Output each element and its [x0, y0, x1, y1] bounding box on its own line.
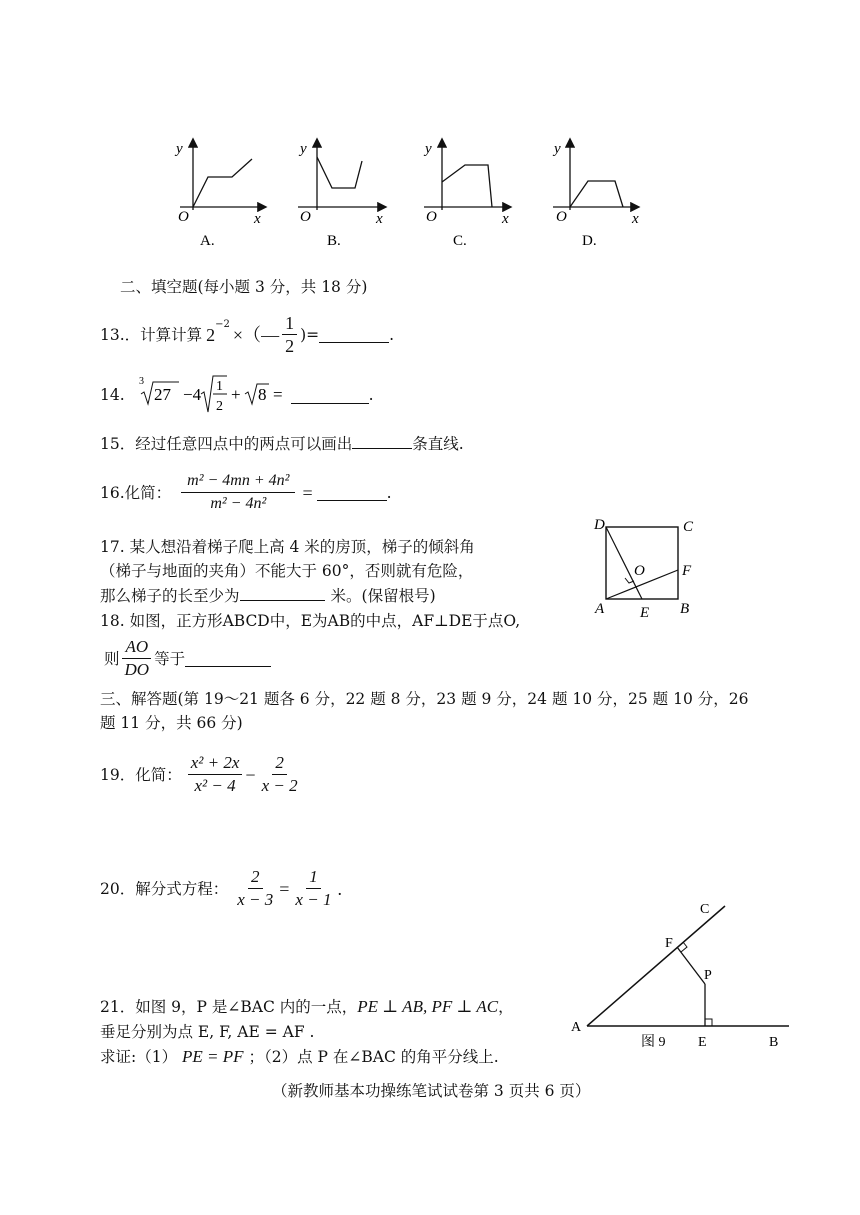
graph-c-x: x [502, 211, 509, 227]
q14-prefix: 14. [100, 386, 125, 404]
q19-fraction1 [188, 752, 243, 797]
q21-line1-math: PE ⊥ AB, PF ⊥ AC [357, 997, 499, 1016]
figure-9 [565, 895, 795, 1055]
q17-line3 [100, 584, 436, 607]
q13-end: . [389, 325, 395, 344]
q20-num1: 2 [248, 866, 263, 889]
q20-den1: x − 3 [237, 890, 274, 909]
q20-fraction1 [234, 866, 276, 911]
square-label-b: B [680, 601, 690, 617]
graph-b-y: y [300, 141, 307, 157]
graph-d-label: D. [582, 233, 597, 249]
q17-line1: 17. 某人想沿着梯子爬上高 4 米的房顶，梯子的倾斜角 [100, 538, 475, 556]
q18-den: DO [124, 660, 150, 679]
q13-base: 2 [206, 324, 216, 345]
q20-fraction2 [292, 866, 334, 911]
section2-heading: 二、填空题(每小题 3 分，共 18 分) [120, 278, 368, 296]
svg-text:1: 1 [215, 379, 223, 394]
q15-text: 15．经过任意四点中的两点可以画出 [100, 435, 353, 453]
square-label-a: A [595, 601, 605, 617]
graph-b-origin: O [300, 209, 311, 225]
square-figure [590, 515, 710, 625]
q14-answer-blank[interactable] [291, 387, 369, 404]
svg-text:2: 2 [215, 399, 223, 414]
q20-end: . [337, 878, 342, 899]
page-footer: （新教师基本功操练笔试试卷第 3 页共 6 页） [272, 1082, 591, 1100]
graph-a-x: x [254, 211, 261, 227]
q13-times: ×（ [232, 324, 262, 345]
svg-text:−4: −4 [182, 385, 201, 404]
graph-b-label: B. [327, 233, 341, 249]
fig9-label-b: B [769, 1035, 779, 1050]
graph-options [160, 135, 660, 250]
graph-b-x: x [376, 211, 383, 227]
q18-line1: 18. 如图，正方形ABCD中，E为AB的中点，AF⊥DE于点O, [100, 612, 521, 630]
q13-fraction [282, 312, 297, 357]
q16-den: m² − 4n² [210, 495, 267, 512]
question-19 [100, 752, 304, 797]
q19-den2: x − 2 [261, 776, 298, 795]
q18-suffix: 等于 [154, 649, 186, 668]
graph-d-y: y [554, 141, 561, 157]
q21-line1-prefix: 21．如图 9，P 是∠BAC 内的一点， [100, 998, 358, 1016]
q19-minus: − [245, 764, 256, 785]
question-20 [100, 866, 342, 911]
fig9-label-f: F [665, 936, 673, 951]
section3-heading-line2: 题 11 分，共 66 分) [100, 714, 243, 732]
graph-a-y: y [176, 141, 183, 157]
q14-expression [135, 372, 285, 418]
q20-prefix: 20．解分式方程： [100, 879, 229, 898]
section3-heading-line1: 三、解答题(第 19～21 题各 6 分，22 题 8 分，23 题 9 分，24 题 10 分，25 题 10 分，26 [100, 690, 749, 708]
q16-eq: = [302, 482, 313, 503]
question-13 [100, 312, 394, 357]
square-label-o: O [634, 563, 645, 579]
q18-prefix: 则 [104, 649, 120, 668]
q13-exp: −2 [215, 318, 230, 330]
q18-num: AO [122, 636, 151, 659]
square-label-f: F [682, 563, 692, 579]
q19-fraction2 [259, 752, 301, 797]
question-15 [100, 432, 464, 455]
graph-d [552, 140, 639, 249]
q13-num: 1 [282, 312, 297, 335]
graph-c-origin: O [426, 209, 437, 225]
q20-num2: 1 [306, 866, 321, 889]
q21-line3-math: PE = PF [182, 1047, 244, 1066]
q21-line1-end: ， [498, 998, 514, 1016]
q16-end: . [386, 483, 392, 502]
q21-line3-suffix: ；（2）点 P 在∠BAC 的角平分线上. [248, 1048, 499, 1066]
fig9-label-a: A [571, 1020, 582, 1035]
q13-prefix: 13.．计算计算 [100, 325, 203, 344]
graph-c-label: C. [453, 233, 467, 249]
svg-text:=: = [272, 385, 283, 404]
q13-answer-blank[interactable] [319, 326, 389, 343]
q20-den2: x − 1 [295, 890, 332, 909]
fig9-label-e: E [698, 1035, 707, 1050]
q13-suffix: )= [300, 325, 320, 344]
q20-eq: = [279, 878, 290, 899]
q14-end: . [368, 386, 374, 404]
q16-fraction [181, 470, 295, 515]
graph-a-origin: O [178, 209, 189, 225]
q17-line3-suffix: 米。(保留根号) [330, 587, 436, 605]
fig9-caption: 图 9 [641, 1035, 666, 1050]
q16-num: m² − 4mn + 4n² [181, 470, 295, 493]
svg-text:+: + [230, 385, 241, 404]
graph-a [174, 140, 265, 249]
q15-answer-blank[interactable] [352, 432, 412, 449]
graph-b [298, 140, 385, 249]
graph-d-origin: O [556, 209, 567, 225]
q13-den: 2 [285, 336, 295, 356]
square-label-c: C [683, 519, 694, 535]
graph-d-x: x [632, 211, 639, 227]
question-16 [100, 470, 392, 515]
q18-answer-blank[interactable] [185, 650, 271, 667]
svg-text:3: 3 [138, 376, 144, 387]
q16-prefix: 16.化简： [100, 483, 172, 502]
svg-text:8: 8 [257, 385, 267, 404]
graph-c-y: y [425, 141, 432, 157]
q18-fraction [122, 636, 153, 681]
graph-a-label: A. [200, 233, 215, 249]
q19-prefix: 19．化简： [100, 765, 182, 784]
q18-line2 [104, 636, 271, 681]
q21-line3-prefix: 求证:（1） [100, 1048, 178, 1066]
square-label-d: D [594, 517, 605, 533]
q17-line2: （梯子与地面的夹角）不能大于 60°，否则就有危险， [100, 562, 474, 580]
svg-text:27: 27 [153, 385, 171, 404]
q19-den1: x² − 4 [194, 776, 236, 795]
q17-line3-prefix: 那么梯子的长至少为 [100, 587, 240, 605]
q19-num1: x² + 2x [188, 752, 243, 775]
q21-line3 [100, 1046, 499, 1068]
square-label-e: E [640, 605, 650, 621]
q17-answer-blank[interactable] [240, 584, 325, 601]
q16-answer-blank[interactable] [317, 484, 387, 501]
q15-suffix: 条直线. [412, 435, 464, 453]
q19-num2: 2 [272, 752, 287, 775]
graph-c [423, 140, 510, 249]
fig9-label-p: P [704, 968, 712, 983]
fig9-label-c: C [700, 902, 710, 917]
question-14 [100, 372, 374, 418]
q21-line1 [100, 996, 514, 1018]
q13-minus: — [261, 324, 280, 345]
q21-line2: 垂足分别为点 E, F, AE = AF . [100, 1023, 315, 1041]
